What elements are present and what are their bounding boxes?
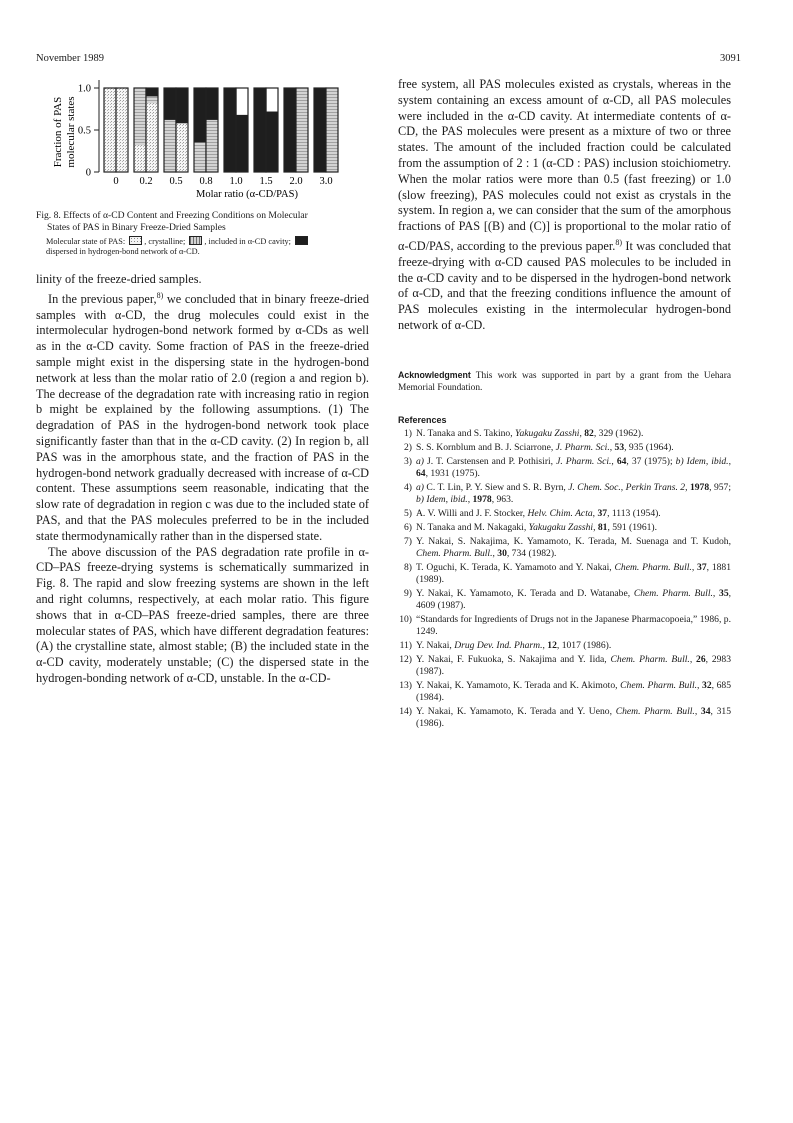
reference-text: , 734 (1982). (506, 547, 557, 559)
bar-segment-included (164, 120, 176, 172)
reference-text: , 1931 (1975). (425, 467, 480, 479)
reference-text: 53 (614, 441, 625, 453)
figure-8-chart (36, 70, 376, 210)
reference-text: 32 (702, 680, 712, 692)
reference-item (398, 508, 731, 520)
figure-caption (36, 210, 376, 233)
reference-text: A. V. Willi and J. F. Stocker, (416, 507, 528, 519)
reference-text: 37 (597, 507, 608, 519)
reference-text: , (697, 680, 703, 692)
reference-number: 14) (399, 706, 412, 718)
left-column (36, 272, 369, 687)
reference-text: , (611, 455, 617, 467)
reference-text: 81 (597, 521, 608, 533)
x-tick-label: 0.2 (139, 176, 153, 187)
reference-text: N. Tanaka and M. Nakagaki, (416, 521, 529, 533)
bar-segment-included (194, 143, 206, 172)
reference-text: Y. Nakai, F. Fukuoka, S. Nakajima and Y. Iida, (416, 654, 611, 666)
reference-number: 4) (404, 481, 412, 493)
y-axis-label-line-2: molecular states (65, 96, 77, 168)
reference-text: a) (416, 481, 424, 493)
reference-text: 12 (547, 640, 557, 652)
bar-segment-dispersed (224, 88, 236, 172)
reference-item (398, 640, 731, 652)
references-heading: References (398, 415, 447, 425)
reference-text: , 957; (709, 481, 732, 493)
reference-text: 64 (416, 467, 426, 479)
bar-segment-crystalline (116, 88, 128, 172)
reference-item (398, 706, 731, 730)
reference-number: 8) (404, 561, 412, 573)
reference-text: , (691, 561, 698, 573)
reference-item (398, 456, 731, 480)
reference-item (398, 680, 731, 704)
reference-text: “Standards for Ingredients of Drugs not in the Japanese Pharmacopoeia,” 1986, p. 1249. (416, 614, 731, 638)
reference-item (398, 562, 731, 586)
citation-8: 8) (156, 290, 164, 300)
reference-text: , (592, 507, 598, 519)
reference-number: 5) (404, 507, 412, 519)
y-axis-label (52, 96, 77, 167)
reference-text: , 591 (1961). (607, 521, 658, 533)
figure-legend (46, 236, 366, 257)
reference-text: , 935 (1964). (624, 441, 674, 453)
reference-text: Chem. Pharm. Bull. (610, 654, 690, 666)
reference-text: 34 (700, 706, 711, 718)
reference-text: C. T. Lin, P. Y. Siew and S. R. Byrn, (424, 481, 569, 493)
reference-text: 35 (719, 587, 729, 599)
right-column (398, 77, 731, 334)
bar-segment-dispersed (176, 88, 188, 123)
reference-number: 9) (404, 587, 412, 599)
bar-segment-crystalline (104, 88, 116, 172)
bar-segment-dispersed (266, 112, 278, 172)
x-tick-label: 0.8 (199, 176, 213, 187)
reference-number: 6) (404, 521, 412, 533)
right-paragraph-1-rest: It was concluded that freeze-drying with α-CD caused PAS molecules to be included in the α-CD cavity and to be dispersed in the hydrogen-bond network of α-CD, and that the freezing conditions influence the amount of PAS molecules existing in the intermolecular hydrogen-bond network of α-CD. (398, 239, 731, 333)
acknowledgment-text: This work was supported in part by a grant from the Uehara Memorial Foundation. (398, 371, 731, 393)
reference-text: Chem. Pharm. Bull. (633, 587, 713, 599)
reference-text: J. Chem. Soc., Perkin Trans. 2 (568, 481, 686, 493)
figure-caption-line-1: Fig. 8. Effects of α-CD Content and Freezing Conditions on Molecular (36, 210, 308, 221)
bar-segment-dispersed (146, 88, 158, 96)
reference-text: a) (416, 455, 424, 467)
reference-text: J. Pharm. Sci. (555, 441, 610, 453)
reference-text: Yakugaku Zasshi (528, 521, 594, 533)
reference-text: b) Idem, ibid. (675, 455, 729, 467)
reference-text: J. Pharm. Sci. (556, 455, 612, 467)
reference-text: Chem. Pharm. Bull. (416, 547, 493, 559)
left-paragraph-3: The above discussion of the PAS degradation rate profile in α-CD–PAS freeze-drying systems is schematically summarized in Fig. 8. The rapid and slow freezing systems are shown in the left and right columns, respectively, at each molar ratio. This figure shows that in α-CD–PAS freeze-dried samples, there are three molecular states of PAS, which have different degradation features: (A) the crystalline state, almost stable; (B) the included state in the α-CD cavity, moderately unstable; (C) the dispersed state in the hydrogen-bonding network of α-CD, unstable. In the α-CD- (36, 544, 369, 686)
figure-caption-line-2: States of PAS in Binary Freeze-Dried Samples (47, 221, 226, 233)
legend-dispersed: dispersed in hydrogen-bond network of α-CD. (46, 247, 200, 256)
reference-text: Y. Nakai, K. Yamamoto, K. Terada and D. Watanabe, (416, 587, 634, 599)
reference-text: , 329 (1962). (593, 428, 644, 439)
reference-number: 3) (404, 455, 412, 467)
reference-text: T. Oguchi, K. Terada, K. Yamamoto and Y. Nakai, (416, 561, 615, 573)
reference-text: Drug Dev. Ind. Pharm. (454, 640, 543, 652)
y-tick-label: 1.0 (77, 83, 91, 95)
bar-segment-included (134, 88, 146, 145)
reference-text: , (467, 494, 473, 506)
running-header-date: November 1989 (36, 53, 104, 64)
reference-number: 10) (399, 614, 412, 626)
left-paragraph-2-start: In the previous paper, (48, 291, 157, 306)
reference-text: 64 (616, 455, 627, 467)
reference-item (398, 482, 731, 506)
reference-number: 7) (404, 535, 412, 547)
x-axis-label: Molar ratio (α-CD/PAS) (196, 189, 298, 200)
reference-text: Chem. Pharm. Bull. (614, 561, 692, 573)
reference-text: 1978 (472, 494, 492, 506)
reference-text: , (728, 455, 731, 467)
citation-8-right: 8) (615, 237, 623, 247)
reference-item (398, 536, 731, 560)
reference-text: Chem. Pharm. Bull. (615, 706, 695, 718)
reference-text: S. S. Kornblum and B. J. Sciarrone, (416, 441, 556, 453)
reference-text: 30 (497, 547, 507, 559)
reference-text: , (689, 654, 697, 666)
reference-text: , 685 (1984). (416, 680, 731, 704)
legend-included: , included in α-CD cavity; (204, 237, 291, 246)
legend-crystalline: , crystalline; (144, 237, 186, 246)
bar-segment-dispersed (194, 88, 206, 143)
reference-text: , (694, 706, 701, 718)
bar-segment-dispersed (206, 88, 218, 120)
reference-text: 37 (697, 561, 707, 573)
reference-number: 2) (404, 441, 412, 453)
reference-item (398, 428, 731, 440)
bar-segment-dispersed (254, 88, 266, 172)
reference-text: , 1017 (1986). (556, 640, 612, 652)
reference-text: 26 (696, 654, 706, 666)
bar-segment-dispersed (164, 88, 176, 120)
references-list (398, 428, 731, 732)
reference-text: , (542, 640, 548, 652)
bar-segment-dispersed (236, 115, 248, 172)
legend-prefix: Molecular state of PAS: (46, 237, 126, 246)
bar-segment-dispersed (314, 88, 326, 172)
reference-text: , (609, 441, 615, 453)
reference-number: 11) (399, 640, 412, 652)
reference-text: Helv. Chim. Acta (527, 507, 593, 519)
x-tick-label: 2.0 (289, 176, 303, 187)
reference-number: 1) (404, 428, 412, 439)
reference-text: , 1113 (1954). (607, 507, 661, 519)
bar-segment-crystalline (176, 123, 188, 172)
bar-segment-included (146, 96, 158, 103)
reference-text: , (579, 428, 585, 439)
y-tick-label: 0.5 (77, 125, 91, 137)
reference-item (398, 588, 731, 612)
bar-segment-crystalline (134, 145, 146, 172)
bar-segment-included (326, 88, 338, 172)
bar-segment-included (206, 120, 218, 172)
reference-text: Y. Nakai, K. Yamamoto, K. Terada and Y. Ueno, (416, 706, 616, 718)
reference-text: b) Idem, ibid. (416, 494, 468, 506)
legend-swatch-included (189, 236, 202, 245)
bar-segment-included (296, 88, 308, 172)
right-paragraph-1-start: free system, all PAS molecules existed as crystals, whereas in the system containing an excess amount of α-CD, all PAS molecules were included in the α-CD cavity. At intermediate contents of α-CD, the PAS molecules were present as a mixture of two or three states. The amount of the included fraction could be calculated from the assumption of 2 : 1 (α-CD : PAS) inclusion stoichiometry. When the molar ratios were more than 0.5 (fast freezing) or 1.0 (slow freezing), PAS molecules could not exist as crystals in the system. In region a, we can consider that the sum of the amorphous fractions of PAS [(B) and (C)] is proportional to the molar ratio of α-CD/PAS, according to the previous paper. (398, 77, 731, 254)
x-tick-label: 0.5 (169, 176, 183, 187)
x-tick-label: 0 (113, 176, 119, 187)
reference-text: , 2983 (1987). (416, 654, 731, 678)
reference-text: Y. Nakai, K. Yamamoto, K. Terada and K. Akimoto, (416, 680, 621, 692)
reference-text: , (685, 481, 690, 493)
reference-item (398, 522, 731, 534)
reference-item (398, 654, 731, 678)
reference-item (398, 442, 731, 454)
reference-item (398, 614, 731, 638)
page-number: 3091 (720, 53, 741, 64)
reference-text: , 37 (1975); (626, 455, 676, 467)
reference-text: 82 (584, 428, 594, 439)
y-axis-label-line-1: Fraction of PAS (52, 96, 64, 168)
reference-text: 1978 (689, 481, 710, 493)
reference-text: Yakugaku Zasshi (515, 428, 580, 439)
left-paragraph-1: linity of the freeze-dried samples. (36, 272, 202, 286)
x-tick-label: 1.5 (259, 176, 273, 187)
reference-text: , 4609 (1987). (416, 587, 732, 612)
reference-text: J. T. Carstensen and P. Pothisiri, (424, 455, 557, 467)
reference-text: , (712, 587, 720, 599)
reference-text: Y. Nakai, S. Nakajima, K. Yamamoto, K. Terada, M. Suenaga and T. Kudoh, (416, 535, 731, 547)
left-paragraph-2 (36, 288, 369, 545)
bar-segment-dispersed (284, 88, 296, 172)
reference-number: 13) (399, 680, 412, 692)
right-paragraph-1 (398, 77, 731, 334)
reference-text: N. Tanaka and S. Takino, (416, 428, 516, 439)
acknowledgment (398, 369, 731, 394)
reference-text: , (593, 521, 598, 533)
reference-number: 12) (399, 654, 412, 666)
reference-text: Chem. Pharm. Bull. (620, 680, 698, 692)
y-tick-label: 0 (85, 167, 91, 179)
acknowledgment-label: Acknowledgment (398, 370, 471, 380)
reference-text: , 315 (1986). (416, 706, 732, 730)
reference-text: , 963. (491, 494, 514, 506)
reference-text: , (492, 547, 498, 559)
x-tick-label: 3.0 (319, 176, 333, 187)
bar-segment-crystalline (146, 103, 158, 172)
left-paragraph-2-rest: we concluded that in binary freeze-dried samples with α-CD, the drug molecules could exist in the intermolecular hydrogen-bond network formed by α-CDs as well as in the α-CD cavity. Some fraction of PAS in the freeze-dried sample might exist in the dispersing state in the hydrogen-bond network at less than the molar ratio of 2.0 (region a and region b). The decrease of the degradation rate with increasing ratio in region b might be explained by the following assumptions. (1) The degradation of PAS in the hydrogen-bond network took place significantly faster than that in the α-CD cavity. (2) In region b, all PAS was in the amorphous state, and the fraction of PAS in the hydrogen-bond network gradually decreased with increase of α-CD content. These assumptions seem reasonable, indicating that the slow rate of degradation in region c was due to the included state of PAS, and that the PAS molecules preferred to be in the included state thermodynamically rather than in the dispersed state. (36, 291, 369, 543)
reference-text: Y. Nakai, (416, 640, 455, 652)
reference-text: , 1881 (1989). (416, 561, 732, 586)
legend-swatch-crystalline (129, 236, 142, 245)
legend-swatch-dispersed (295, 236, 308, 245)
x-tick-label: 1.0 (229, 176, 243, 187)
